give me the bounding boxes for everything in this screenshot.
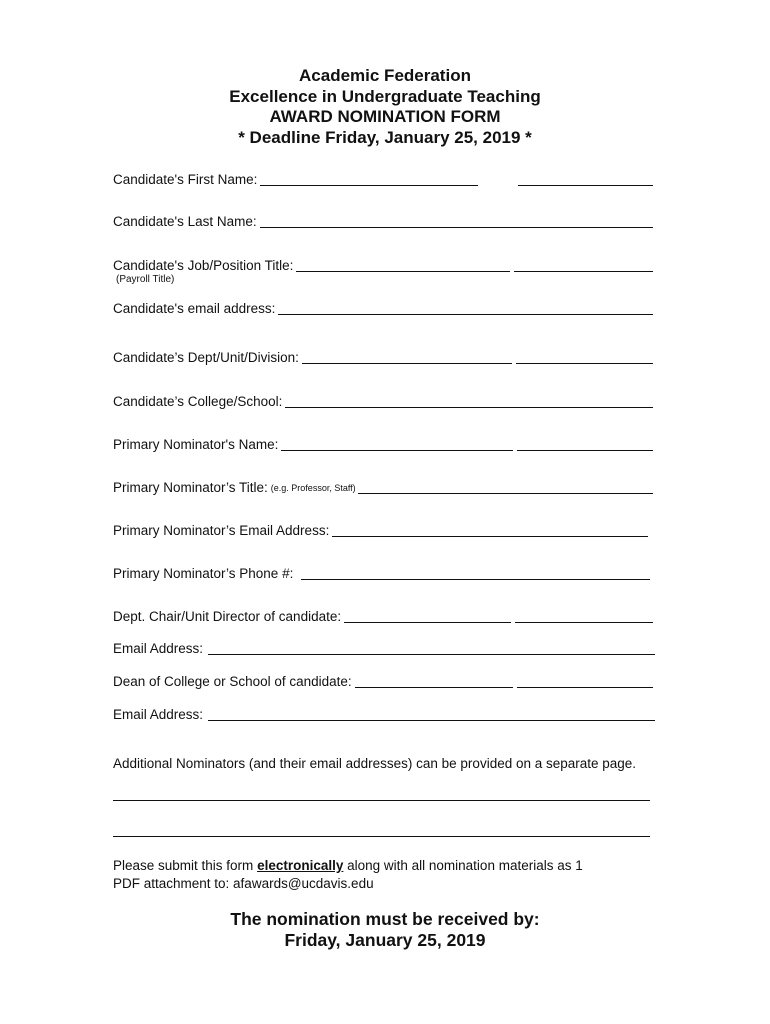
chair-email-label: Email Address: [113, 641, 204, 656]
nominator-email-field [113, 523, 648, 539]
dean-label: Dean of College or School of candidate: [113, 674, 352, 689]
form-header [0, 66, 770, 148]
job-title-sublabel: (Payroll Title) [116, 274, 175, 285]
last-name-field [113, 214, 653, 230]
dean-email-label: Email Address: [113, 707, 204, 722]
nominator-name-label: Primary Nominator's Name: [113, 437, 279, 452]
college-field [113, 394, 653, 410]
additional-nominators-note: Additional Nominators (and their email addresses) can be provided on a separate page. [113, 756, 637, 771]
dept-field [113, 350, 653, 366]
nominator-title-label: Primary Nominator’s Title: [113, 480, 268, 495]
footer-line-2: Friday, January 25, 2019 [284, 930, 486, 950]
nominator-email-label: Primary Nominator’s Email Address: [113, 523, 330, 538]
last-name-label: Candidate's Last Name: [113, 214, 257, 229]
additional-nominators-line-1[interactable] [113, 800, 650, 801]
footer-line-1: The nomination must be received by: [230, 909, 540, 929]
chair-field [113, 609, 653, 625]
nominator-name-field [113, 437, 653, 453]
first-name-blank[interactable] [260, 185, 653, 186]
chair-label: Dept. Chair/Unit Director of candidate: [113, 609, 342, 624]
nominator-phone-blank[interactable] [301, 579, 650, 580]
first-name-label: Candidate's First Name: [113, 172, 258, 187]
submit-line-2: PDF attachment to: afawards@ucdavis.edu [113, 875, 374, 891]
chair-email-field [113, 641, 655, 657]
header-form-title: AWARD NOMINATION FORM [269, 107, 501, 126]
chair-email-blank[interactable] [208, 654, 655, 655]
additional-nominators-line-2[interactable] [113, 836, 650, 837]
submit-text-1: Please submit this form [113, 858, 258, 873]
chair-blank[interactable] [344, 622, 653, 623]
nominator-title-blank[interactable] [358, 493, 653, 494]
job-title-blank[interactable] [296, 271, 653, 272]
dept-blank[interactable] [302, 363, 653, 364]
job-title-label: Candidate's Job/Position Title: [113, 258, 294, 273]
header-award-name: Excellence in Undergraduate Teaching [229, 86, 541, 106]
header-deadline: * Deadline Friday, January 25, 2019 * [238, 127, 532, 147]
dean-blank[interactable] [355, 687, 653, 688]
nominator-email-blank[interactable] [332, 536, 648, 537]
footer-deadline [0, 909, 770, 951]
college-blank[interactable] [285, 407, 653, 408]
first-name-field [113, 172, 653, 188]
submit-line-1 [113, 857, 583, 875]
candidate-email-label: Candidate's email address: [113, 301, 276, 316]
header-organization: Academic Federation [299, 66, 471, 85]
nominator-name-blank[interactable] [281, 450, 653, 451]
submit-text-2: along with all nomination materials as 1 [343, 858, 583, 873]
nominator-title-field [113, 480, 653, 496]
job-title-field [113, 258, 653, 274]
last-name-blank[interactable] [260, 227, 653, 228]
candidate-email-field [113, 301, 653, 317]
submit-instructions [113, 857, 583, 892]
candidate-email-blank[interactable] [278, 314, 653, 315]
nominator-phone-field [113, 566, 650, 582]
dean-email-field [113, 707, 655, 723]
nominator-title-hint: (e.g. Professor, Staff) [270, 483, 356, 493]
submit-emphasis: electronically [257, 858, 344, 873]
dean-field [113, 674, 653, 690]
college-label: Candidate’s College/School: [113, 394, 283, 409]
nominator-phone-label: Primary Nominator’s Phone #: [113, 566, 294, 581]
dean-email-blank[interactable] [208, 720, 655, 721]
dept-label: Candidate’s Dept/Unit/Division: [113, 350, 299, 365]
